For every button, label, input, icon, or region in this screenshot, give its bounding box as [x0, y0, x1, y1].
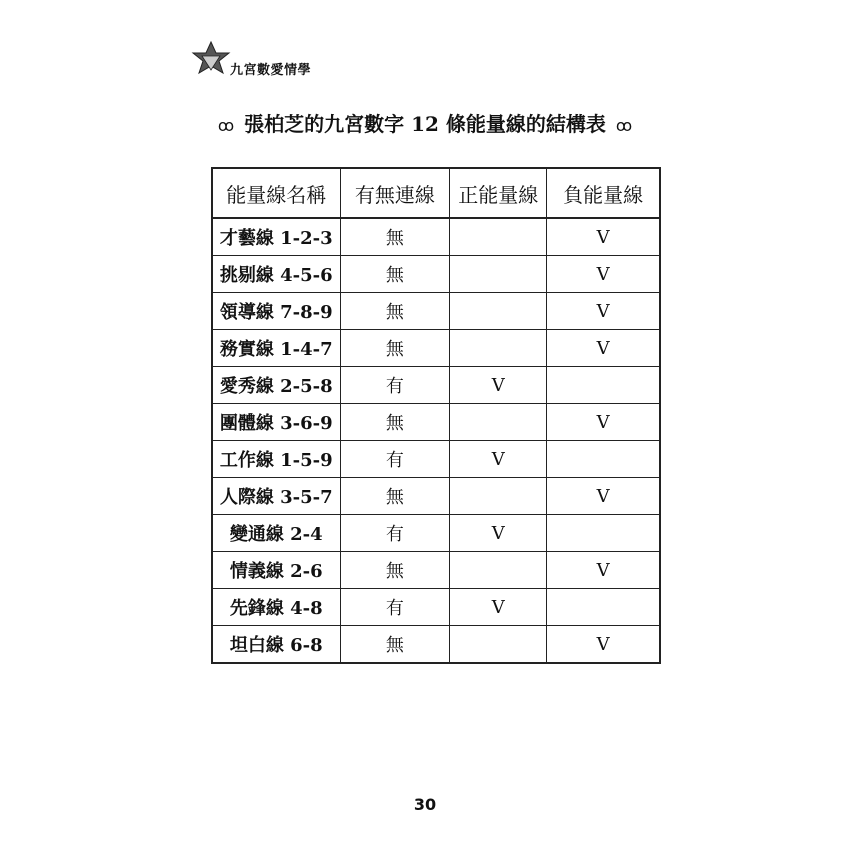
energy-line-name: 團體線 3-6-9 [212, 404, 340, 441]
title-text: 張柏芝的九宮數字 12 條能量線的結構表 [244, 112, 606, 136]
energy-line-name: 領導線 7-8-9 [212, 293, 340, 330]
negative-cell: V [547, 478, 660, 515]
positive-cell [450, 552, 547, 589]
negative-cell: V [547, 626, 660, 664]
header-negative: 負能量線 [547, 168, 660, 218]
positive-cell [450, 293, 547, 330]
energy-line-name: 坦白線 6-8 [212, 626, 340, 664]
table-header-row [212, 168, 660, 218]
connection-cell: 有 [340, 441, 450, 478]
energy-line-name: 變通線 2-4 [212, 515, 340, 552]
connection-cell: 有 [340, 589, 450, 626]
negative-cell [547, 589, 660, 626]
negative-cell [547, 515, 660, 552]
negative-cell: V [547, 552, 660, 589]
table-row [212, 478, 660, 515]
energy-line-name: 挑剔線 4-5-6 [212, 256, 340, 293]
positive-cell: V [450, 589, 547, 626]
positive-cell [450, 404, 547, 441]
table-row [212, 256, 660, 293]
energy-line-name: 務實線 1-4-7 [212, 330, 340, 367]
connection-cell: 無 [340, 552, 450, 589]
table-row [212, 404, 660, 441]
negative-cell: V [547, 404, 660, 441]
energy-line-name: 人際線 3-5-7 [212, 478, 340, 515]
page-number: 30 [413, 795, 437, 814]
page-title [0, 108, 850, 137]
negative-cell [547, 367, 660, 404]
positive-cell [450, 218, 547, 256]
table-row [212, 367, 660, 404]
connection-cell: 無 [340, 293, 450, 330]
positive-cell: V [450, 515, 547, 552]
table-row [212, 589, 660, 626]
energy-line-name: 工作線 1-5-9 [212, 441, 340, 478]
table-row [212, 293, 660, 330]
connection-cell: 無 [340, 256, 450, 293]
positive-cell: V [450, 367, 547, 404]
table-row [212, 552, 660, 589]
table-row [212, 330, 660, 367]
negative-cell: V [547, 330, 660, 367]
table-row [212, 515, 660, 552]
positive-cell [450, 626, 547, 664]
connection-cell: 無 [340, 218, 450, 256]
header-positive: 正能量線 [450, 168, 547, 218]
positive-cell: V [450, 441, 547, 478]
left-ornament-icon: ꝏ [217, 116, 235, 135]
negative-cell: V [547, 293, 660, 330]
connection-cell: 有 [340, 367, 450, 404]
table-row [212, 218, 660, 256]
negative-cell: V [547, 256, 660, 293]
negative-cell [547, 441, 660, 478]
energy-line-name: 愛秀線 2-5-8 [212, 367, 340, 404]
energy-line-table [211, 167, 661, 664]
right-ornament-icon: ꝏ [615, 116, 633, 135]
star-logo-icon [190, 40, 232, 76]
energy-line-name: 情義線 2-6 [212, 552, 340, 589]
energy-line-name: 先鋒線 4-8 [212, 589, 340, 626]
table-row [212, 626, 660, 664]
connection-cell: 有 [340, 515, 450, 552]
table-row [212, 441, 660, 478]
connection-cell: 無 [340, 478, 450, 515]
positive-cell [450, 478, 547, 515]
positive-cell [450, 256, 547, 293]
connection-cell: 無 [340, 626, 450, 664]
connection-cell: 無 [340, 404, 450, 441]
energy-line-name: 才藝線 1-2-3 [212, 218, 340, 256]
book-title: 九宮數愛情學 [230, 63, 312, 78]
positive-cell [450, 330, 547, 367]
negative-cell: V [547, 218, 660, 256]
header-connected: 有無連線 [340, 168, 450, 218]
header-name: 能量線名稱 [212, 168, 340, 218]
connection-cell: 無 [340, 330, 450, 367]
